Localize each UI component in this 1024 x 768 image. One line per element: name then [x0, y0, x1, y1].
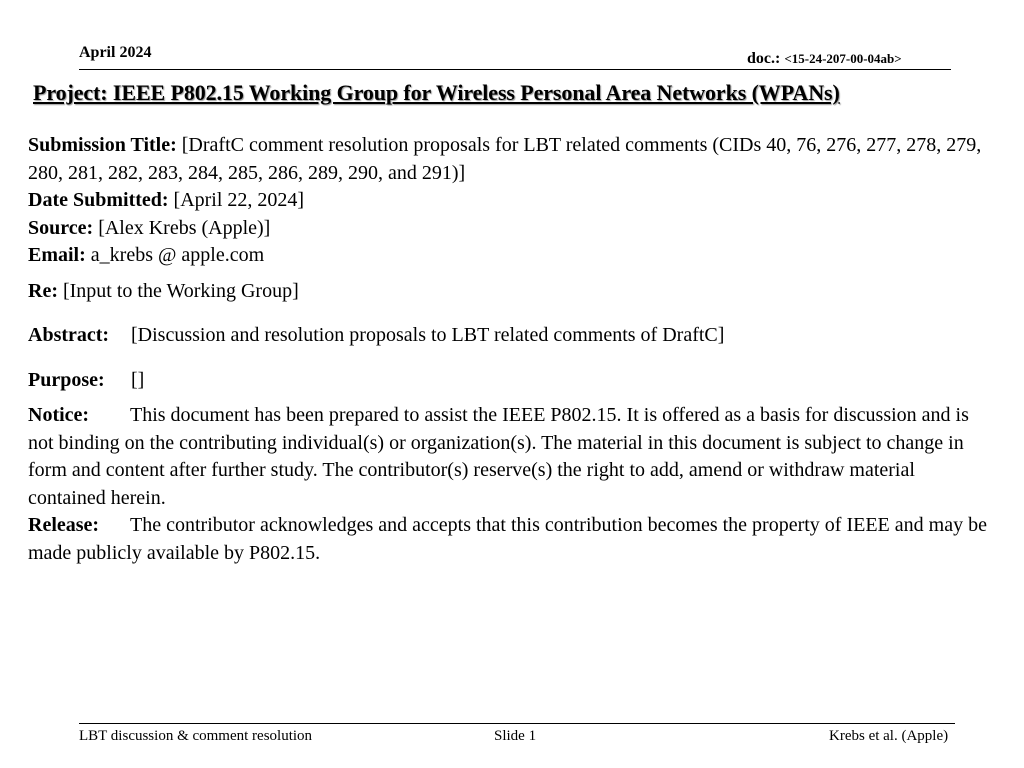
date-submitted-label: Date Submitted: [28, 189, 169, 211]
header-date: April 2024 [79, 44, 152, 61]
purpose-line [28, 367, 988, 395]
doc-label: doc.: [747, 50, 785, 67]
release-paragraph [28, 512, 988, 567]
footer-divider [79, 723, 955, 724]
date-submitted-line [28, 187, 988, 215]
email-line [28, 242, 988, 270]
purpose-value: [] [131, 368, 145, 391]
source-line [28, 215, 988, 243]
submission-title-line [28, 132, 988, 187]
email-label: Email: [28, 244, 86, 266]
footer-author: Krebs et al. (Apple) [829, 728, 949, 744]
slide-body [28, 132, 988, 567]
doc-number: <15-24-207-00-04ab> [784, 51, 902, 66]
notice-text: This document has been prepared to assist the IEEE P802.15. It is offered as a basis for discussion and is not binding on the contributing individual(s) or organization(s). The material in this document is subject to change in form and content after further study. The contributor(s) reserve(s) the right to add, amend or withdraw material contained herein. [28, 404, 969, 509]
source-label: Source: [28, 216, 94, 239]
purpose-label: Purpose: [28, 368, 105, 391]
project-title: Project: IEEE P802.15 Working Group for Wireless Personal Area Networks (WPANs) [33, 80, 840, 105]
source-value: [Alex Krebs (Apple)] [93, 216, 271, 239]
header-doc-id [747, 50, 902, 68]
notice-paragraph [28, 402, 988, 512]
submission-title-label: Submission Title: [28, 134, 177, 156]
notice-label: Notice: [28, 404, 90, 426]
abstract-label: Abstract: [28, 324, 110, 346]
release-label: Release: [28, 514, 100, 536]
abstract-line [28, 322, 988, 350]
email-value: a_krebs @ apple.com [85, 244, 265, 266]
header-divider [79, 69, 951, 70]
submission-title-value: [DraftC comment resolution proposals for LBT related comments (CIDs 40, 76, 276, 277, 278, 279, 280, 281, 282, 283, 284, 285, 286, 289, 290, and 291)] [28, 134, 982, 184]
slide-number: Slide 1 [494, 728, 537, 744]
release-text: The contributor acknowledges and accepts that this contribution becomes the property of IEEE and may be made publicly available by P802.15. [28, 514, 987, 564]
re-label: Re: [28, 279, 58, 302]
re-line [28, 278, 988, 306]
abstract-value: [Discussion and resolution proposals to LBT related comments of DraftC] [131, 324, 725, 346]
footer-title: LBT discussion & comment resolution [79, 728, 313, 744]
date-submitted-value: [April 22, 2024] [168, 189, 305, 211]
re-value: [Input to the Working Group] [57, 279, 299, 302]
